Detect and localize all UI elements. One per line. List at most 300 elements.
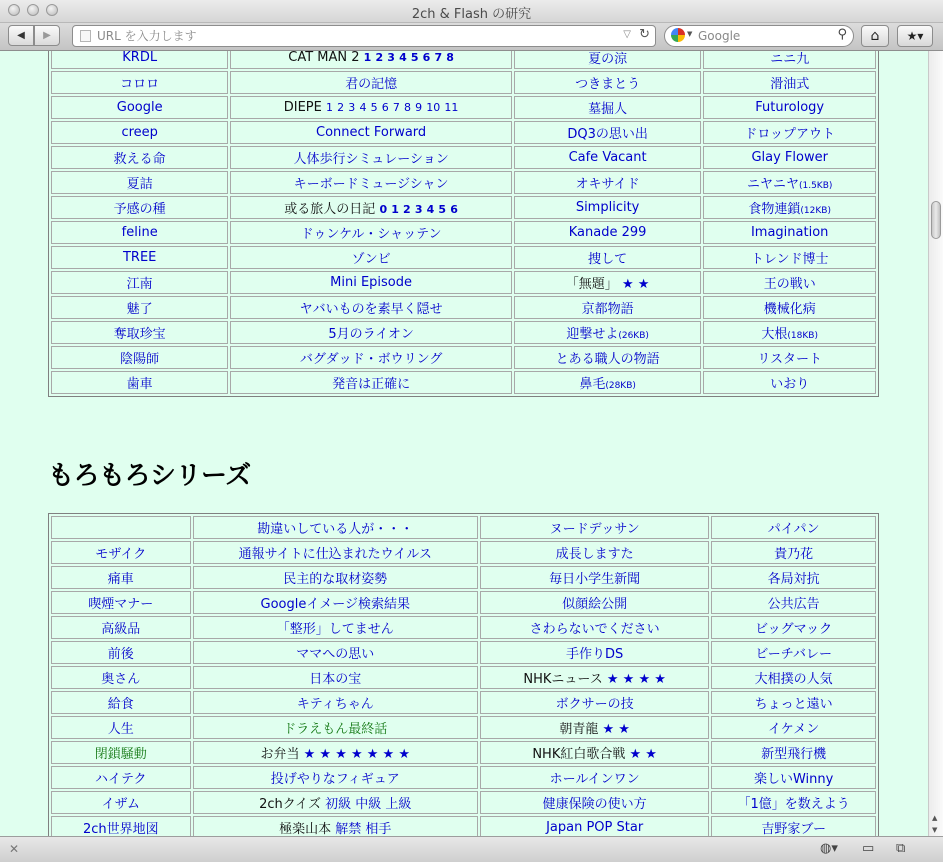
page-content [0, 51, 928, 836]
flash-link[interactable]: KRDL [122, 51, 158, 65]
table-cell [51, 71, 228, 94]
series-title: 「無題」 [565, 277, 618, 292]
flash-link[interactable]: ママへの思い [296, 647, 375, 662]
flash-link[interactable]: キーボードミュージシャン [293, 177, 449, 192]
flash-link[interactable]: 魅了 [126, 302, 153, 317]
episode-link[interactable]: 3 [348, 101, 356, 114]
table-cell [51, 616, 191, 639]
table-cell [703, 146, 876, 169]
table-cell [480, 641, 709, 664]
file-size: (26KB) [618, 331, 649, 341]
episode-link[interactable]: 4 [359, 101, 367, 114]
table-cell [480, 591, 709, 614]
episode-link[interactable]: 3 [414, 203, 423, 216]
table-row [51, 766, 876, 789]
table-cell [703, 271, 876, 294]
flash-link[interactable]: 迎撃せよ [566, 327, 619, 342]
table-cell [51, 741, 191, 764]
table-cell [51, 271, 228, 294]
table-row [51, 516, 876, 539]
episode-link[interactable]: 4 [399, 51, 407, 64]
series-title: 或る旅人の日記 [284, 202, 376, 217]
table-cell [711, 666, 876, 689]
flash-link[interactable]: 民主的な取材姿勢 [283, 572, 388, 587]
flash-link[interactable]: パイパン [767, 522, 820, 537]
flash-link[interactable]: DQ3の思い出 [567, 127, 648, 142]
table-cell [51, 716, 191, 739]
flash-link[interactable]: ヤバいものを素早く隠せ [299, 302, 443, 317]
page-icon [80, 30, 91, 42]
flash-link[interactable]: 人体歩行シミュレーション [293, 152, 449, 167]
table-cell [703, 96, 876, 119]
flash-link[interactable]: 高級品 [101, 622, 141, 637]
series-title: NHKニュース [523, 672, 603, 687]
search-input[interactable] [698, 28, 828, 44]
table-cell [514, 221, 702, 244]
table-cell [711, 641, 876, 664]
flash-list-table [48, 51, 879, 397]
table-cell [51, 816, 191, 836]
flash-link[interactable]: 予感の種 [113, 202, 166, 217]
table-cell [193, 641, 478, 664]
flash-link[interactable]: 投げやりなフィギュア [270, 772, 400, 787]
series-title: NHK紅白歌合戦 [532, 747, 626, 762]
episode-link[interactable]: 5 [410, 51, 419, 64]
part-link[interactable]: 解禁 [335, 822, 362, 836]
flash-link[interactable]: 手作りDS [565, 647, 624, 662]
table-row [51, 541, 876, 564]
table-cell [230, 271, 511, 294]
flash-link[interactable]: 閉鎖騒動 [94, 747, 147, 762]
flash-link[interactable]: さわらないでください [529, 622, 660, 637]
table-cell [51, 691, 191, 714]
table-cell [51, 641, 191, 664]
table-cell [51, 296, 228, 319]
table-cell [703, 321, 876, 344]
flash-link[interactable]: Google [116, 100, 163, 115]
table-cell [514, 196, 702, 219]
series-title: 極楽山本 [279, 822, 332, 836]
flash-link[interactable]: ハイテク [95, 772, 147, 787]
episode-link[interactable]: 1 [391, 203, 399, 216]
table-cell [51, 516, 191, 539]
table-cell [711, 691, 876, 714]
flash-link[interactable]: 「1億」を数えよう [737, 797, 850, 812]
flash-link[interactable]: feline [121, 225, 158, 240]
table-cell [230, 346, 511, 369]
flash-link[interactable]: 奥さん [101, 672, 141, 687]
episode-link[interactable]: 10 [426, 101, 441, 114]
back-arrow-icon: ◀ [17, 30, 25, 41]
table-row [51, 641, 876, 664]
flash-link[interactable]: 歯車 [126, 377, 153, 392]
episode-link[interactable]: 11 [444, 101, 459, 114]
episode-link[interactable]: 7 [434, 51, 443, 64]
table-cell [514, 246, 702, 269]
table-row [51, 616, 876, 639]
table-cell [711, 516, 876, 539]
flash-link[interactable]: 貴乃花 [774, 547, 814, 562]
flash-link[interactable]: 君の記憶 [345, 77, 398, 92]
flash-link[interactable]: 滑油式 [770, 77, 810, 92]
flash-link[interactable]: 健康保険の使い方 [542, 797, 647, 812]
star-links[interactable]: ★ ★ [602, 722, 630, 737]
table-cell [230, 146, 511, 169]
browser-toolbar [0, 23, 943, 51]
flash-link[interactable]: Kanade 299 [568, 225, 647, 240]
forward-button[interactable] [34, 25, 60, 46]
flash-link[interactable]: 給食 [107, 697, 134, 712]
star-links[interactable]: ★ ★ [621, 277, 650, 292]
bookmark-star-icon: ★▾ [906, 29, 924, 43]
part-link[interactable]: 上級 [385, 797, 412, 812]
table-cell [51, 121, 228, 144]
flash-link[interactable]: トレンド博士 [750, 252, 829, 267]
flash-link[interactable]: イザム [101, 797, 140, 812]
table-cell [230, 246, 511, 269]
table-row [51, 591, 876, 614]
table-cell [514, 371, 702, 394]
part-link[interactable]: 初級 [325, 797, 352, 812]
flash-link[interactable]: オキサイド [575, 177, 640, 192]
table-cell [703, 346, 876, 369]
table-cell [193, 741, 478, 764]
section-heading: もろもろシリーズ [48, 461, 251, 491]
table-row [51, 716, 876, 739]
table-cell [711, 741, 876, 764]
table-cell [480, 766, 709, 789]
flash-link[interactable]: 通報サイトに仕込まれたウイルス [238, 547, 432, 562]
table-cell [703, 246, 876, 269]
table-cell [514, 296, 702, 319]
screen-icon[interactable]: ▭ [862, 841, 875, 856]
flash-link[interactable]: 大根 [761, 327, 788, 342]
flash-link[interactable]: ホールインワン [549, 772, 640, 787]
table-row [51, 146, 876, 169]
flash-link[interactable]: 痛車 [107, 572, 134, 587]
table-cell [51, 146, 228, 169]
flash-link[interactable]: Imagination [750, 225, 829, 240]
flash-link[interactable]: 大相撲の人気 [754, 672, 833, 687]
table-cell [703, 296, 876, 319]
table-cell [51, 346, 228, 369]
table-cell [703, 71, 876, 94]
close-status-icon[interactable]: ✕ [9, 842, 20, 856]
flash-link[interactable]: ちょっと遠い [754, 697, 833, 712]
table-cell [230, 51, 511, 69]
flash-link[interactable]: 「整形」してません [276, 622, 394, 637]
table-cell [193, 591, 478, 614]
flash-link[interactable]: 似顔絵公開 [562, 597, 628, 612]
table-cell [51, 541, 191, 564]
google-icon [671, 28, 685, 42]
table-row [51, 791, 876, 814]
episode-link[interactable]: 6 [381, 101, 389, 114]
flash-link[interactable]: 京都物語 [581, 302, 634, 317]
search-engine-dropdown-icon[interactable]: ▼ [687, 30, 693, 38]
table-cell [230, 121, 511, 144]
table-row [51, 741, 876, 764]
table-cell [51, 221, 228, 244]
episode-link[interactable]: 2 [337, 101, 345, 114]
table-row [51, 271, 876, 294]
table-cell [51, 96, 228, 119]
table-cell [51, 371, 228, 394]
table-cell [51, 766, 191, 789]
table-cell [480, 616, 709, 639]
table-row [51, 321, 876, 344]
flash-link[interactable]: 公共広告 [767, 597, 820, 612]
table-cell [51, 196, 228, 219]
table-cell [514, 321, 702, 344]
table-row [51, 96, 876, 119]
flash-link[interactable]: ドロップアウト [744, 127, 836, 142]
flash-link[interactable]: ニニ九 [770, 52, 810, 67]
flash-link[interactable]: 新型飛行機 [761, 747, 827, 762]
episode-link[interactable]: 5 [370, 101, 378, 114]
status-bar [0, 836, 943, 862]
flash-link[interactable]: 機械化病 [763, 302, 816, 317]
flash-link[interactable]: TREE [122, 250, 157, 265]
flash-link[interactable]: いおり [770, 377, 810, 392]
url-input[interactable] [97, 28, 597, 44]
globe-icon[interactable]: ◍▾ [820, 841, 838, 856]
flash-link[interactable]: ゾンビ [351, 252, 391, 267]
table-cell [230, 96, 511, 119]
flash-link[interactable]: イケメン [768, 722, 820, 737]
title-bar [0, 0, 943, 23]
flash-link[interactable]: 陰陽師 [120, 352, 160, 367]
search-bar[interactable] [664, 25, 854, 47]
flash-link[interactable]: モザイク [95, 547, 147, 562]
table-cell [480, 816, 709, 836]
table-cell [230, 321, 511, 344]
flash-link[interactable]: 救える命 [113, 152, 166, 167]
table-cell [480, 566, 709, 589]
flash-link[interactable]: Glay Flower [751, 150, 828, 165]
table-row [51, 566, 876, 589]
flash-link[interactable]: 前後 [107, 647, 134, 662]
table-cell [703, 221, 876, 244]
bookmarks-button[interactable] [897, 25, 933, 47]
flash-link[interactable]: 毎日小学生新聞 [549, 572, 641, 587]
flash-link[interactable]: ヌードデッサン [549, 522, 640, 537]
file-size: (12KB) [800, 206, 831, 216]
episode-link[interactable]: 1 [363, 51, 372, 64]
scroll-up-arrow-icon[interactable]: ▲ [932, 814, 938, 822]
table-cell [480, 791, 709, 814]
table-cell [51, 51, 228, 69]
table-cell [711, 816, 876, 836]
table-cell [514, 51, 702, 69]
misc-series-table [48, 513, 879, 836]
episode-link[interactable]: 9 [415, 101, 423, 114]
table-cell [480, 516, 709, 539]
flash-link[interactable]: creep [121, 125, 158, 140]
flash-link[interactable]: コロロ [120, 77, 160, 92]
table-row [51, 296, 876, 319]
flash-link[interactable]: 食物連鎖 [748, 202, 801, 217]
table-cell [703, 196, 876, 219]
episode-link[interactable]: 2 [375, 51, 384, 64]
flash-link[interactable]: 成長しますた [555, 547, 634, 562]
table-cell [514, 271, 702, 294]
episode-link[interactable]: 6 [450, 203, 458, 216]
table-cell [193, 716, 478, 739]
scrollbar-thumb[interactable] [931, 201, 941, 239]
flash-link[interactable]: Mini Episode [330, 275, 413, 290]
table-cell [51, 171, 228, 194]
episode-link[interactable]: 6 [422, 51, 431, 64]
flash-link[interactable]: 鼻毛 [579, 377, 606, 392]
table-row [51, 71, 876, 94]
table-cell [230, 296, 511, 319]
table-row [51, 171, 876, 194]
flash-link[interactable]: ビッグマック [755, 622, 833, 637]
table-row [51, 121, 876, 144]
home-icon: ⌂ [870, 28, 880, 44]
table-row [51, 666, 876, 689]
flash-link[interactable]: 5月のライオン [328, 327, 414, 342]
table-row [51, 221, 876, 244]
flash-link[interactable]: 日本の宝 [309, 672, 362, 687]
table-row [51, 371, 876, 394]
table-cell [711, 541, 876, 564]
table-cell [51, 591, 191, 614]
flash-link[interactable]: 夏の涼 [588, 52, 628, 67]
table-cell [703, 51, 876, 69]
flash-link[interactable]: Googleイメージ検索結果 [260, 597, 410, 612]
part-link[interactable]: 相手 [365, 822, 392, 836]
table-cell [230, 221, 511, 244]
table-cell [193, 791, 478, 814]
flash-link[interactable]: 奪取珍宝 [113, 327, 166, 342]
episode-link[interactable]: 5 [438, 203, 447, 216]
flash-link[interactable]: ビーチバレー [755, 647, 833, 662]
flash-link[interactable]: Simplicity [575, 200, 640, 215]
table-cell [230, 71, 511, 94]
table-row [51, 346, 876, 369]
dropdown-triangle-icon[interactable]: ▽ [623, 29, 631, 40]
table-cell [703, 371, 876, 394]
flash-link[interactable]: キティちゃん [296, 697, 374, 712]
flash-link[interactable]: ニヤニヤ [746, 177, 799, 192]
table-cell [51, 566, 191, 589]
flash-link[interactable]: 江南 [126, 277, 153, 292]
table-cell [480, 716, 709, 739]
flash-link[interactable]: Japan POP Star [546, 820, 644, 835]
series-title: 朝青龍 [559, 722, 599, 737]
file-size: (28KB) [605, 381, 636, 391]
flash-link[interactable]: 2ch世界地図 [82, 822, 159, 836]
table-cell [514, 146, 702, 169]
flash-link[interactable]: 夏詰 [126, 177, 153, 192]
star-links[interactable]: ★ ★ [629, 747, 657, 762]
table-cell [193, 666, 478, 689]
flash-link[interactable]: とある職人の物語 [555, 352, 660, 367]
episode-link[interactable]: 0 [379, 203, 388, 216]
table-cell [514, 96, 702, 119]
flash-link[interactable]: ドゥンケル・シャッテン [300, 227, 442, 242]
window-title: 2ch & Flash の研究 [411, 7, 532, 22]
table-cell [193, 516, 478, 539]
episode-link[interactable]: 4 [426, 203, 435, 216]
flash-link[interactable]: Futurology [755, 100, 825, 115]
window-resize-icon[interactable]: ⧉ [896, 841, 906, 856]
episode-link[interactable]: 8 [404, 101, 411, 114]
search-icon[interactable]: ⚲ [837, 27, 847, 42]
table-cell [193, 691, 478, 714]
flash-link[interactable]: ドラえもん最終話 [283, 722, 388, 737]
table-cell [193, 541, 478, 564]
vertical-scrollbar[interactable] [928, 51, 943, 836]
flash-link[interactable]: 喫煙マナー [88, 597, 154, 612]
table-cell [230, 371, 511, 394]
address-bar[interactable] [72, 25, 656, 47]
table-cell [51, 246, 228, 269]
flash-link[interactable]: 捜して [588, 252, 628, 267]
star-links[interactable]: ★ ★ ★ ★ ★ ★ ★ [303, 747, 410, 762]
flash-link[interactable]: 勘違いしている人が・・・ [257, 522, 414, 537]
file-size: (18KB) [787, 331, 818, 341]
series-title: DIEPE [283, 100, 322, 115]
scroll-down-arrow-icon[interactable]: ▼ [932, 826, 938, 834]
flash-link[interactable]: 楽しいWinny [753, 772, 834, 787]
table-cell [711, 591, 876, 614]
flash-link[interactable]: 発音は正確に [332, 377, 411, 392]
flash-link[interactable]: リスタート [757, 352, 823, 367]
flash-link[interactable]: つきまとう [575, 77, 641, 92]
episode-link[interactable]: 2 [403, 203, 411, 216]
flash-link[interactable]: 墓掘人 [588, 102, 628, 117]
file-size: (1.5KB) [798, 181, 833, 191]
flash-link[interactable]: 各局対抗 [767, 572, 820, 587]
table-cell [514, 171, 702, 194]
table-cell [480, 666, 709, 689]
episode-link[interactable]: 3 [387, 51, 395, 64]
home-button[interactable] [861, 25, 889, 47]
table-cell [193, 816, 478, 836]
flash-link[interactable]: Connect Forward [316, 125, 427, 140]
table-cell [514, 71, 702, 94]
episode-link[interactable]: 8 [446, 51, 454, 64]
series-title: お弁当 [260, 747, 300, 762]
table-row [51, 691, 876, 714]
table-row [51, 51, 876, 69]
flash-link[interactable]: Cafe Vacant [568, 150, 647, 165]
flash-link[interactable]: 人生 [107, 722, 134, 737]
table-cell [711, 566, 876, 589]
table-row [51, 816, 876, 836]
flash-link[interactable]: 吉野家ブー [761, 822, 826, 836]
table-cell [480, 541, 709, 564]
back-button[interactable] [8, 25, 34, 46]
flash-link[interactable]: ボクサーの技 [555, 697, 634, 712]
episode-link[interactable]: 7 [392, 101, 400, 114]
reload-icon[interactable]: ↻ [639, 27, 650, 42]
table-cell [711, 766, 876, 789]
table-cell [193, 766, 478, 789]
table-cell [703, 121, 876, 144]
part-link[interactable]: 中級 [355, 797, 382, 812]
star-links[interactable]: ★ ★ ★ ★ [606, 672, 666, 687]
table-cell [51, 321, 228, 344]
table-cell [514, 121, 702, 144]
episode-link[interactable]: 1 [326, 101, 334, 114]
flash-link[interactable]: バグダッド・ボウリング [299, 352, 443, 367]
table-cell [711, 716, 876, 739]
flash-link[interactable]: 王の戦い [763, 277, 816, 292]
